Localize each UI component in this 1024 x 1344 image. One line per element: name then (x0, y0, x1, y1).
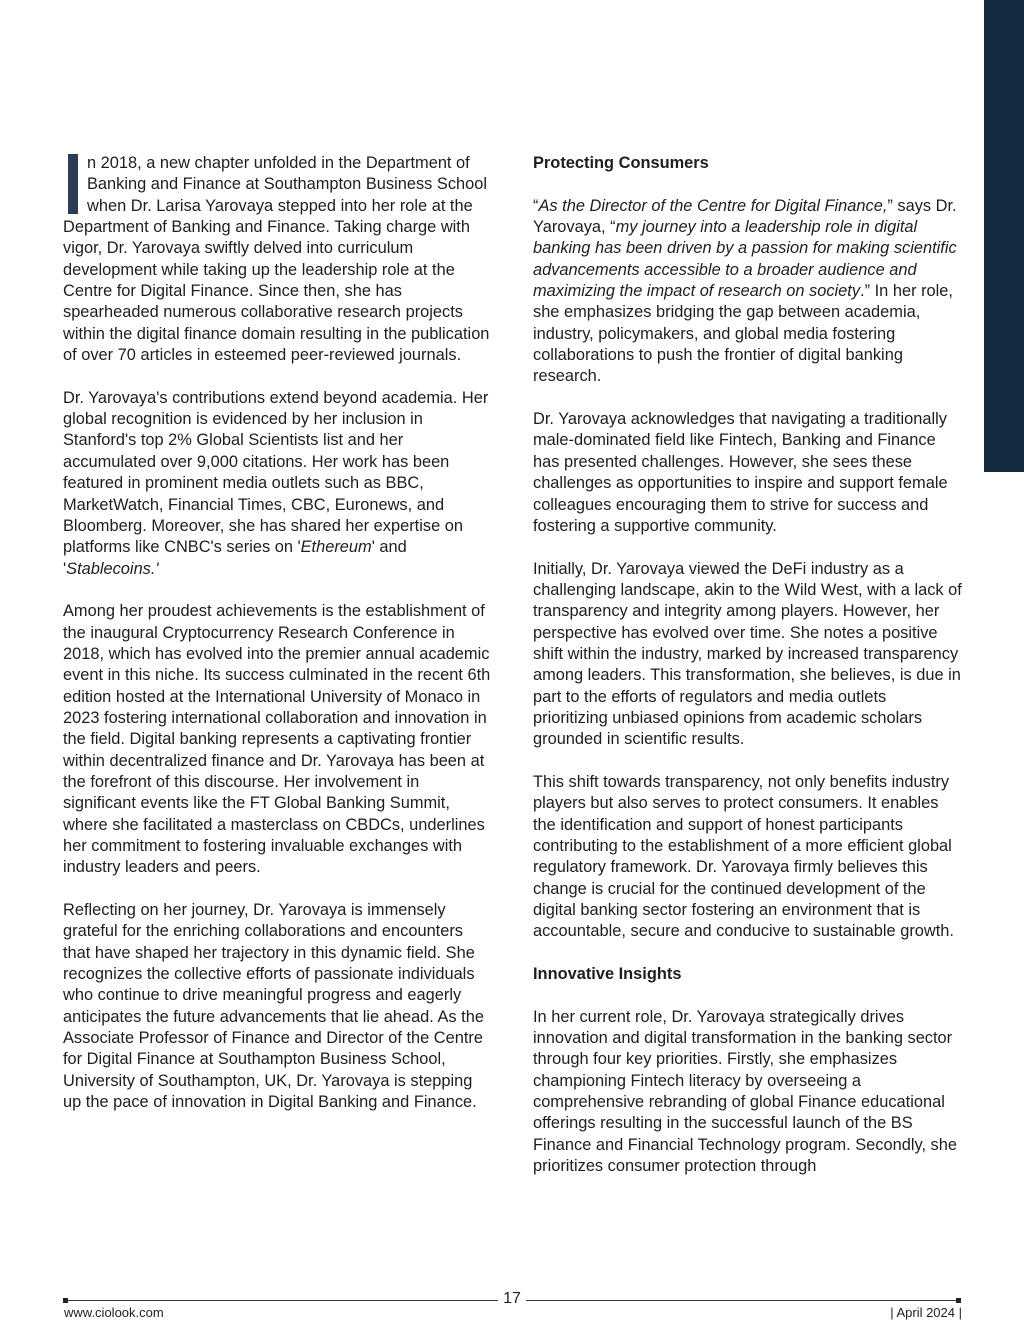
quote-italic-2: my journey into a leadership role in digital banking has been driven by a passion for making scientific advancements accessible to a broader audience and maximizing the impact of research on society (533, 218, 957, 301)
intro-paragraph (63, 153, 493, 366)
side-accent-bar (984, 0, 1024, 472)
contributions-paragraph (63, 388, 493, 580)
contributions-connector: ' and ' (63, 538, 407, 578)
footer-dot-right (956, 1298, 961, 1303)
intro-text: n 2018, a new chapter unfolded in the Department of Banking and Finance at Southampton Business School when Dr. Larisa Yarovaya stepped into her role at the Department of Banking and Finance. Taking charge with vigor, Dr. Yarovaya swiftly delved into curriculum development while taking up the leadership role at the Centre for Digital Finance. Since then, she has spearheaded numerous collaborative research projects within the digital finance domain resulting in the publication of over 70 articles in esteemed peer-reviewed journals. (63, 154, 490, 365)
transparency-paragraph: This shift towards transparency, not only benefits industry players but also serves to protect consumers. It enables the identification and support of honest participants contributing to the establishment of a more efficient global regulatory framework. Dr. Yarovaya firmly believes this change is crucial for the continued development of the digital banking sector fostering an environment that is accountable, secure and conducive to sustainable growth. (533, 772, 954, 941)
contributions-text: Dr. Yarovaya's contributions extend beyond academia. Her global recognition is evidenced by her inclusion in Stanford's top 2% Global Scientists list and her accumulated over 9,000 citations. Her work has been featured in prominent media outlets such as BBC, MarketWatch, Financial Times, CBC, Euronews, and Bloomberg. Moreover, she has shared her expertise on platforms like CNBC's series on ' (63, 388, 489, 557)
quote-mid: ” says Dr. Yarovaya, “ (533, 196, 957, 237)
achievements-paragraph: Among her proudest achievements is the establishment of the inaugural Cryptocurrency Research Conference in 2018, which has evolved into the premier annual academic event in this niche. Its success culminated in the recent 6th edition hosted at the International University of Monaco in 2023 fostering international collaboration and innovation in the field. Digital banking represents a captivating frontier within decentralized finance and Dr. Yarovaya has been at the forefront of this discourse. Her involvement in significant events like the FT Global Banking Summit, where she facilitated a masterclass on CBDCs, underlines her commitment to fostering invaluable exchanges with industry leaders and peers. (63, 602, 491, 877)
priorities-paragraph: In her current role, Dr. Yarovaya strategically drives innovation and digital transformation in the banking sector through four key priorities. Firstly, she emphasizes championing Fintech literacy by overseeing a comprehensive rebranding of global Finance educational offerings resulting in the successful launch of the BS Finance and Financial Technology program. Secondly, she prioritizes consumer protection through (533, 1007, 957, 1176)
quote-italic-1: As the Director of the Centre for Digital Finance, (538, 196, 888, 215)
left-column (63, 153, 493, 1135)
quote-end: .” In her role, she emphasizes bridging the gap between academia, industry, policymakers, and global media fostering collaborations to push the frontier of digital banking research. (533, 282, 953, 386)
quote-paragraph (533, 196, 965, 388)
footer-rule-left (66, 1300, 498, 1301)
footer-website-link[interactable]: www.ciolook.com (64, 1305, 164, 1320)
ethereum-italic: Ethereum (300, 538, 372, 557)
challenges-paragraph: Dr. Yarovaya acknowledges that navigating a traditionally male-dominated field like Fintech, Banking and Finance has presented challenges. However, she sees these challenges as opportunities to inspire and support female colleagues encouraging them to strive for success and fostering a supportive community. (533, 410, 948, 535)
stablecoins-italic: Stablecoins.' (66, 559, 159, 578)
footer-rule-right (526, 1300, 958, 1301)
heading-protecting-consumers: Protecting Consumers (533, 154, 709, 172)
footer-issue-date: | April 2024 | (890, 1305, 962, 1320)
heading-innovative-insights: Innovative Insights (533, 965, 682, 984)
drop-cap-letter (68, 154, 78, 214)
quote-open: “ (533, 196, 539, 215)
defi-paragraph: Initially, Dr. Yarovaya viewed the DeFi industry as a challenging landscape, akin to the Wild West, with a lack of transparency and integrity among players. However, her perspective has evolved over time. She notes a positive shift within the industry, marked by increased transparency among leaders. This transformation, she believes, is due in part to the efforts of regulators and media outlets prioritizing unbiased opinions from academic scholars grounded in scientific results. (533, 559, 962, 749)
page-number: 17 (503, 1290, 521, 1307)
reflection-paragraph: Reflecting on her journey, Dr. Yarovaya is immensely grateful for the enriching collaborations and encounters that have shaped her trajectory in this dynamic field. She recognizes the collective efforts of passionate individuals who continue to drive meaningful progress and eagerly anticipates the future advancements that lie ahead. As the Associate Professor of Finance and Director of the Centre for Digital Finance at Southampton Business School, University of Southampton, UK, Dr. Yarovaya is stepping up the pace of innovation in Digital Banking and Finance. (63, 901, 484, 1112)
right-column (533, 153, 965, 1199)
